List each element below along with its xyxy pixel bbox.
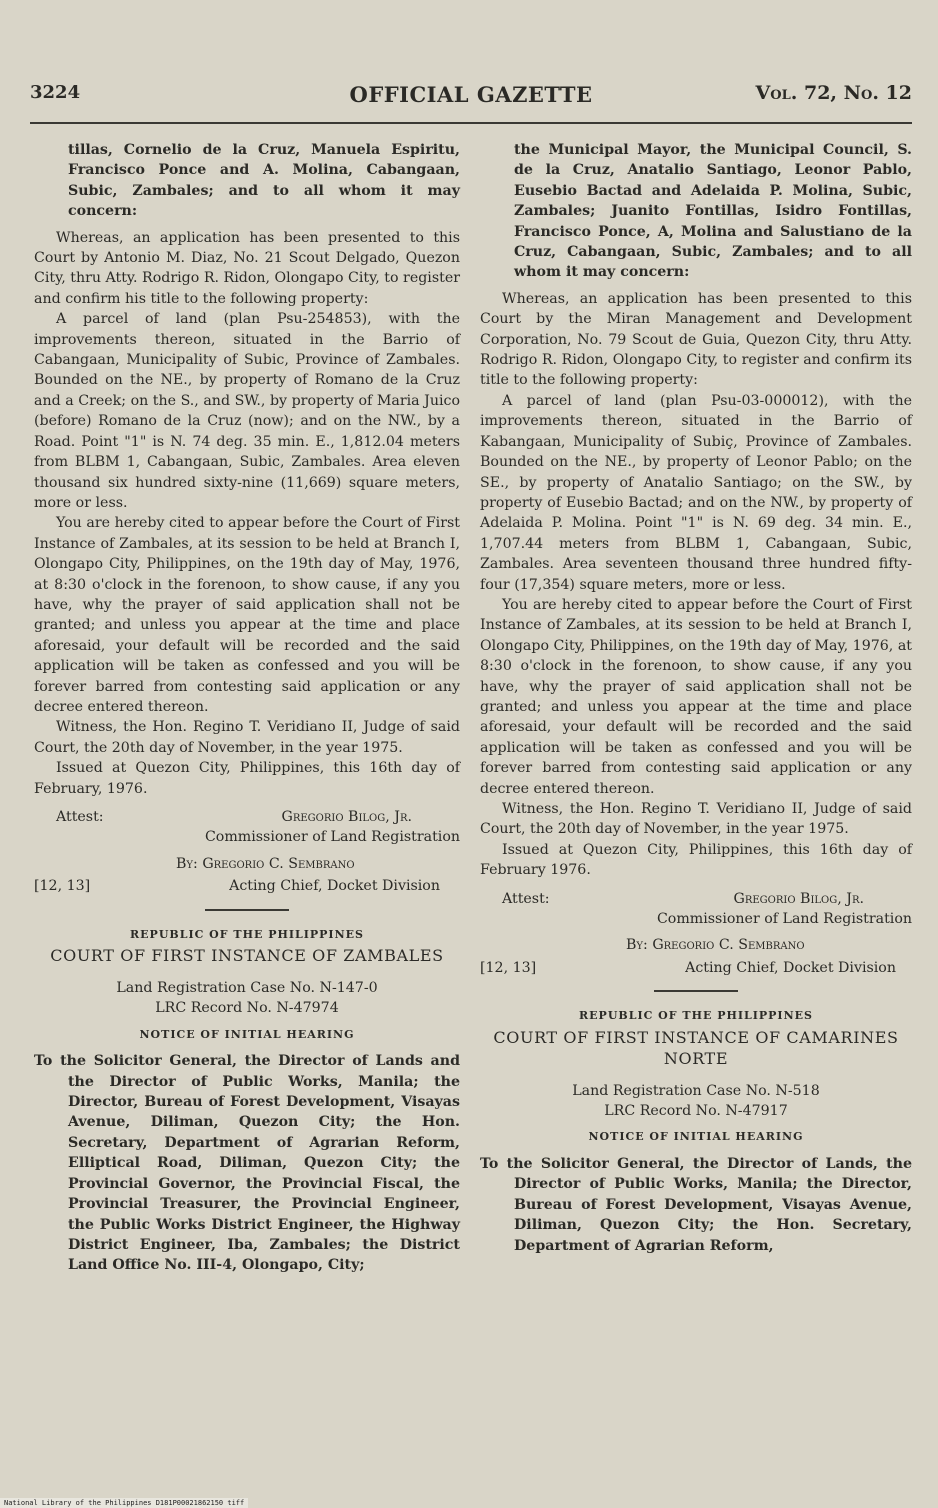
page-number: 3224 bbox=[30, 82, 81, 103]
page-header bbox=[30, 82, 912, 112]
by-signatory-title: Acting Chief, Docket Division bbox=[685, 959, 896, 976]
citation-paragraph: You are hereby cited to appear before the Court of First Instance of Zambales, at its session to be held at Branch I, Olongapo City, Philippines, on the 19th day of May, 1976, at 8:30 o'clock in the forenoon, to show cause, if any you have, why the prayer of said application shall not be granted; and unless you appear at the time and place aforesaid, your default will be recorded and the said application will be taken as confessed and you will be forever barred from contesting said application or any decree entered thereon. bbox=[34, 515, 460, 715]
lrc-record: LRC Record No. N-47974 bbox=[155, 1000, 339, 1017]
notice-heading: NOTICE OF INITIAL HEARING bbox=[139, 1027, 355, 1041]
attest-label: Attest: bbox=[56, 809, 104, 825]
whereas-paragraph: Whereas, an application has been presented to this Court by Antonio M. Diaz, No. 21 Scout Delgado, Quezon City, thru Atty. Rodrigo R. Ridon, Olongapo City, to register and confirm his title to the following property: bbox=[34, 229, 460, 307]
by-signatory-title: Acting Chief, Docket Division bbox=[229, 878, 440, 895]
notice-heading: NOTICE OF INITIAL HEARING bbox=[588, 1130, 804, 1144]
issued-paragraph: Issued at Quezon City, Philippines, this 16th day of February 1976. bbox=[480, 841, 912, 879]
case-number: Land Registration Case No. N-518 bbox=[572, 1082, 820, 1099]
issued-paragraph: Issued at Quezon City, Philippines, this 16th day of February, 1976. bbox=[34, 760, 460, 797]
signatory-title: Commissioner of Land Registration bbox=[656, 911, 912, 928]
republic-heading: REPUBLIC OF THE PHILIPPINES bbox=[579, 1009, 813, 1023]
addressee-list: To the Solicitor General, the Director of Lands, the Director of Public Works, Manila; the Director, Bureau of Forest Development, Visayas Avenue, Diliman, Quezon City; the Hon. Secretary, Department of Agrarian Reform, bbox=[480, 1155, 912, 1254]
scan-footer: National Library of the Philippines D181P00021862150 tiff bbox=[0, 1498, 248, 1508]
right-column bbox=[480, 140, 912, 1256]
addressee-list: To the Solicitor General, the Director of Lands and the Director of Public Works, Manila; the Director, Bureau of Forest Development, Visayas Avenue, Diliman, Quezon City; the Hon. Secretary, Department of Agrarian Reform, Elliptical Road, Diliman, Quezon City; the Provincial Governor, the Provincial Fiscal, the Provincial Treasurer, the Provincial Engineer, the Public Works District Engineer, the Highway District Engineer, Iba, Zambales; the District Land Office No. III-4, Olongapo, City; bbox=[34, 1053, 460, 1274]
addressee-continuation: the Municipal Mayor, the Municipal Council, S. de la Cruz, Anatalio Santiago, Leonor Pablo, Eusebio Bactad and Adelaida P. Molina, Subic, Zambales; Juanito Fontillas, Isidro Fontillas, Francisco Ponce, A, Molina and Salustiano de la Cruz, Cabangaan, Subic, Zambales; and to all whom it may concern: bbox=[514, 142, 912, 281]
by-signatory: By: Gregorio C. Sembrano bbox=[626, 937, 805, 954]
section-divider bbox=[205, 909, 289, 911]
by-signatory: By: Gregorio C. Sembrano bbox=[176, 855, 355, 872]
court-heading: COURT OF FIRST INSTANCE OF CAMARINES NORTE bbox=[493, 1027, 899, 1068]
signatory-title: Commissioner of Land Registration bbox=[204, 829, 460, 846]
ref-line bbox=[34, 876, 460, 896]
parcel-paragraph: A parcel of land (plan Psu-254853), with the improvements thereon, situated in the Barrio of Cabangaan, Municipality of Subic, Province of Zambales. Bounded on the NE., by property of Romano de la Cruz and a Creek; on the S., and SW., by property of Maria Juico (before) Romano de la Cruz (now); and on the NW., by a Road. Point "1" is N. 74 deg. 35 min. E., 1,812.04 meters from BLBM 1, Cabangaan, Subic, Zambales. Area eleven thousand six hundred sixty-nine (11,669) square meters, more or less. bbox=[34, 311, 460, 511]
citation-paragraph: You are hereby cited to appear before the Court of First Instance of Zambales, at its session to be held at Branch I, Olongapo City, Philippines, on the 19th day of May, 1976, at 8:30 o'clock in the forenoon, to show cause, if any you have, why the prayer of said application shall not be granted; and unless you appear at the time and place aforesaid, your default will be recorded and the said application will be taken as confessed and you will be forever barred from contesting said application or any decree entered thereon. bbox=[480, 596, 912, 797]
signatory-name: Gregorio Bilog, Jr. bbox=[281, 809, 412, 825]
republic-heading: REPUBLIC OF THE PHILIPPINES bbox=[130, 927, 364, 941]
parcel-paragraph: A parcel of land (plan Psu-03-000012), with the improvements thereon, situated in the Barrio of Kabangaan, Municipality of Subiç, Province of Zambales. Bounded on the NE., by property of Leonor Pablo; on the SE., by property of Anatalio Santiago; on the SW., by property of Eusebio Bactad; and on the NW., by property of Adelaida P. Molina. Point "1" is N. 69 deg. 34 min. E., 1,707.44 meters from BLBM 1, Cabangaan, Subic, Zambales. Area seventeen thousand three hundred fifty-four (17,354) square meters, more or less. bbox=[480, 392, 912, 593]
volume-number: Vol. 72, No. 12 bbox=[755, 82, 912, 104]
reference-number: [12, 13] bbox=[34, 878, 91, 895]
witness-paragraph: Witness, the Hon. Regino T. Veridiano II, Judge of said Court, the 20th day of November, in the year 1975. bbox=[34, 719, 460, 756]
signatory-name: Gregorio Bilog, Jr. bbox=[733, 890, 864, 907]
left-column bbox=[34, 140, 460, 1276]
header-rule bbox=[30, 122, 912, 124]
section-divider bbox=[654, 990, 738, 992]
attest-label: Attest: bbox=[502, 890, 550, 907]
publication-title: OFFICIAL GAZETTE bbox=[349, 82, 593, 107]
attest-line bbox=[34, 807, 460, 827]
court-heading: COURT OF FIRST INSTANCE OF ZAMBALES bbox=[50, 946, 444, 966]
reference-number: [12, 13] bbox=[480, 959, 537, 976]
whereas-paragraph: Whereas, an application has been presented to this Court by the Miran Management and Development Corporation, No. 79 Scout de Guia, Quezon City, thru Atty. Rodrigo R. Ridon, Olongapo City, to register and confirm its title to the following property: bbox=[480, 290, 912, 389]
attest-line bbox=[480, 889, 912, 909]
lrc-record: LRC Record No. N-47917 bbox=[604, 1103, 788, 1120]
case-number: Land Registration Case No. N-147-0 bbox=[116, 980, 378, 997]
addressee-continuation: tillas, Cornelio de la Cruz, Manuela Espiritu, Francisco Ponce and A. Molina, Cabangaan, Subic, Zambales; and to all whom it may concern: bbox=[68, 142, 460, 220]
witness-paragraph: Witness, the Hon. Regino T. Veridiano II, Judge of said Court, the 20th day of November, in the year 1975. bbox=[480, 801, 912, 838]
ref-line bbox=[480, 958, 912, 978]
